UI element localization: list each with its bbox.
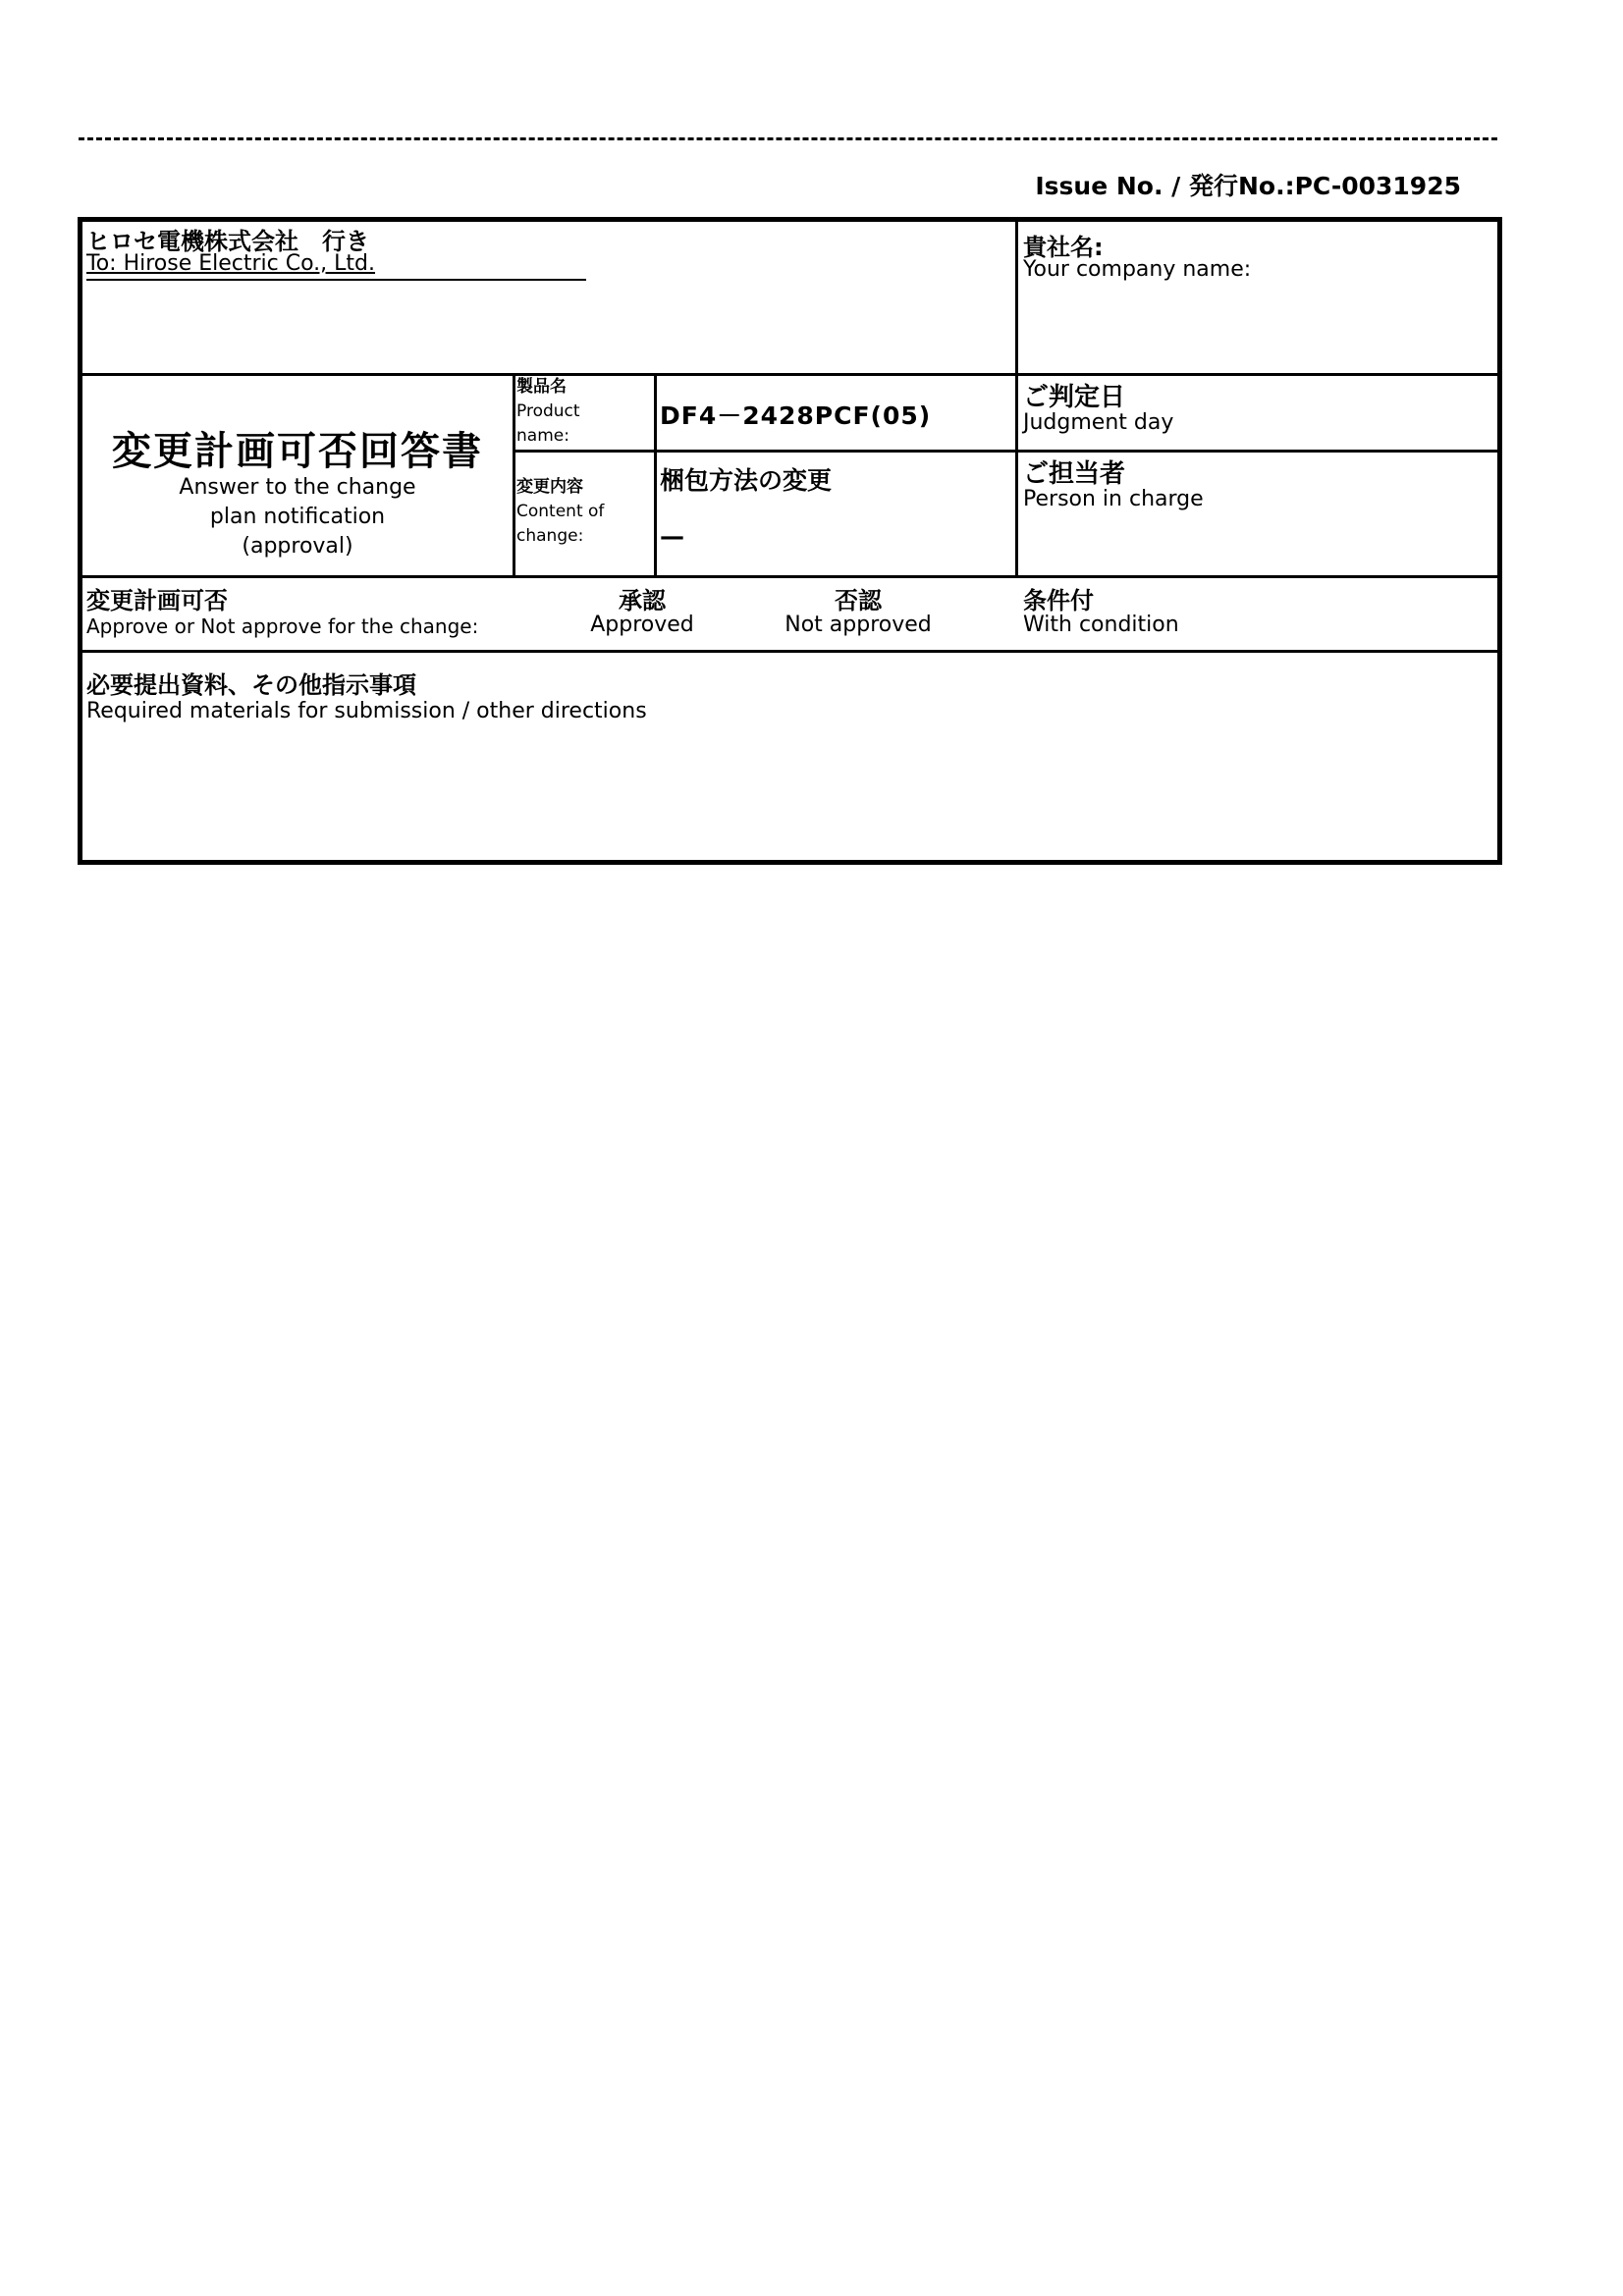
- col-divider-label: [654, 373, 657, 575]
- person-in-charge-label-jp: ご担当者: [1023, 459, 1126, 489]
- not-approved-option-en[interactable]: Not approved: [784, 613, 932, 637]
- addressee-underline: [86, 279, 586, 281]
- with-condition-option-jp[interactable]: 条件付: [1023, 587, 1094, 614]
- row-divider-3: [82, 575, 1497, 578]
- change-plan-answer-form: [78, 217, 1502, 865]
- row-divider-1: [82, 373, 1497, 376]
- content-label-jp: 変更内容: [516, 477, 583, 497]
- row-divider-4: [82, 650, 1497, 653]
- addressee-en: To: Hirose Electric Co., Ltd.: [86, 251, 376, 276]
- content-value-en: —: [660, 522, 684, 551]
- content-label-en-2: change:: [516, 526, 584, 546]
- cut-line: [79, 137, 1497, 140]
- product-label-en-1: Product: [516, 401, 580, 421]
- content-value-jp: 梱包方法の変更: [660, 466, 833, 495]
- product-label-en-2: name:: [516, 426, 569, 446]
- judgment-day-label-en: Judgment day: [1023, 410, 1174, 435]
- your-company-label-en: Your company name:: [1023, 257, 1252, 282]
- approval-label-en: Approve or Not approve for the change:: [86, 614, 479, 638]
- row-divider-2: [513, 450, 1497, 453]
- issue-number: Issue No. / 発行No.:PC-0031925: [1035, 172, 1461, 200]
- approved-option-en[interactable]: Approved: [590, 613, 694, 637]
- form-title-jp: 変更計画可否回答書: [112, 429, 483, 474]
- form-title-en: Answer to the change plan notification (approval): [179, 475, 416, 559]
- col-divider-title: [513, 373, 515, 575]
- person-in-charge-label-en: Person in charge: [1023, 487, 1204, 511]
- required-materials-label-en: Required materials for submission / other directions: [86, 699, 647, 723]
- content-label-en-1: Content of: [516, 502, 605, 521]
- product-label-jp: 製品名: [516, 377, 567, 397]
- col-divider-right: [1015, 222, 1018, 575]
- judgment-day-label-jp: ご判定日: [1023, 383, 1126, 412]
- your-company-label-jp: 貴社名:: [1023, 234, 1104, 261]
- addressee-jp: ヒロセ電機株式会社 行き: [86, 228, 369, 255]
- required-materials-label-jp: 必要提出資料、その他指示事項: [86, 671, 416, 699]
- product-name-value: DF4－2428PCF(05): [660, 401, 932, 430]
- approval-label-jp: 変更計画可否: [86, 587, 228, 614]
- with-condition-option-en[interactable]: With condition: [1023, 613, 1179, 637]
- not-approved-option-jp[interactable]: 否認: [835, 587, 882, 614]
- approved-option-jp[interactable]: 承認: [619, 587, 666, 614]
